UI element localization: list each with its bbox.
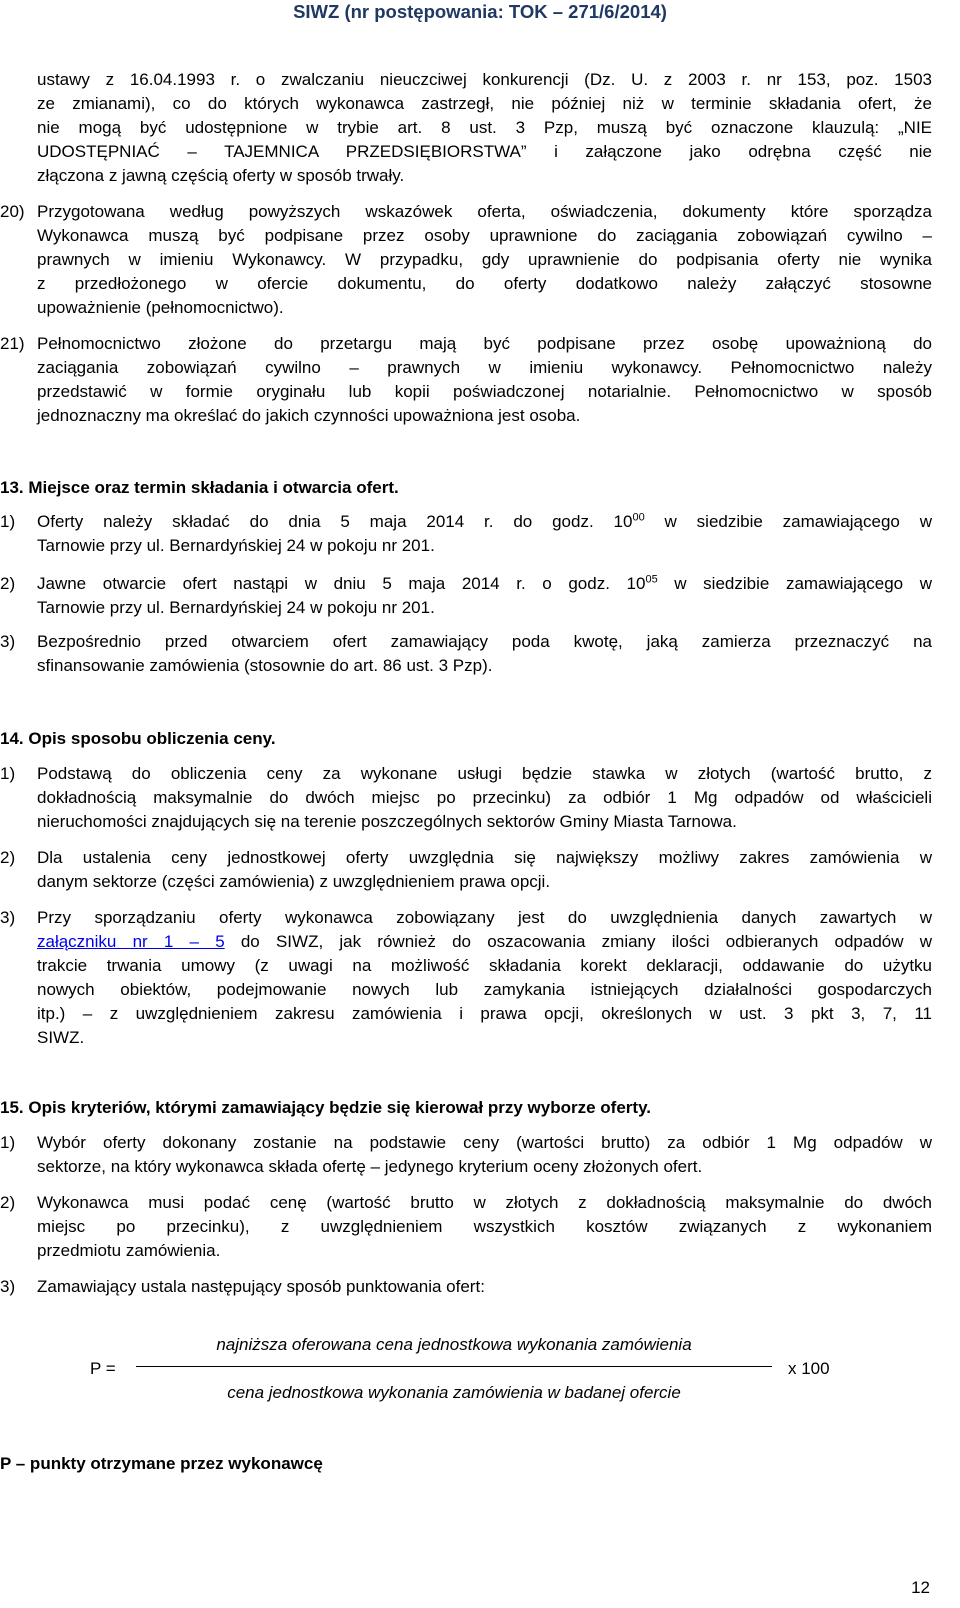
item-line: zaciągania zobowiązań cywilno – prawnych w imieniu wykonawcy. Pełnomocnictwo należy xyxy=(37,358,932,377)
item-line: miejsc po przecinku), z uwzględnieniem wszystkich kosztów związanych z wykonaniem xyxy=(37,1217,932,1236)
item-line: Dla ustalenia ceny jednostkowej oferty uwzględnia się największy możliwy zakres zamówienia w xyxy=(37,848,932,867)
time-superscript: 05 xyxy=(645,573,658,586)
item-line: jednoznaczny ma określać do jakich czynności upoważniona jest osoba. xyxy=(37,406,581,425)
item-number: 1) xyxy=(0,764,16,783)
intro-paragraph xyxy=(37,68,932,188)
item-text: do SIWZ, jak również do oszacowania zmiany ilości odbieranych odpadów w xyxy=(224,932,932,951)
item-number: 3) xyxy=(0,1277,16,1296)
section-13-title: 13. Miejsce oraz termin składania i otwarcia ofert. xyxy=(0,478,399,497)
item-text: Jawne otwarcie ofert nastąpi w dniu 5 maja 2014 r. o godz. 10 xyxy=(37,574,646,593)
item-number: 21) xyxy=(0,334,25,353)
intro-line: ustawy z 16.04.1993 r. o zwalczaniu nieuczciwej konkurencji (Dz. U. z 2003 r. nr 153, poz. 1503 xyxy=(37,70,932,89)
item-number: 2) xyxy=(0,848,16,867)
item-line: SIWZ. xyxy=(37,1028,85,1047)
formula-lhs: P = xyxy=(90,1359,116,1378)
item-line: prawnych w imieniu Wykonawcy. W przypadku, gdy uprawnienie do podpisania oferty nie wynika xyxy=(37,250,932,269)
item-number: 20) xyxy=(0,202,25,221)
item-line: przedstawić w formie oryginału lub kopii poświadczonej notarialnie. Pełnomocnictwo w sposób xyxy=(37,382,932,401)
item-number: 3) xyxy=(0,632,16,651)
item-text: w siedzibie zamawiającego w xyxy=(657,574,932,593)
intro-line: UDOSTĘPNIAĆ – TAJEMNICA PRZEDSIĘBIORSTWA” i załączone jako odrębna część nie xyxy=(37,142,932,161)
intro-line: nie mogą być udostępnione w trybie art. 8 ust. 3 Pzp, muszą być oznaczone klauzulą: „NIE xyxy=(37,118,932,137)
attachment-link[interactable]: załączniku nr 1 – 5 xyxy=(37,932,225,951)
item-line: Tarnowie przy ul. Bernardyńskiej 24 w pokoju nr 201. xyxy=(37,536,435,555)
item-line: danym sektorze (części zamówienia) z uwzględnieniem prawa opcji. xyxy=(37,872,551,891)
item-text: w siedzibie zamawiającego w xyxy=(644,512,932,531)
formula-legend: P – punkty otrzymane przez wykonawcę xyxy=(0,1454,323,1473)
intro-line: złączona z jawną częścią oferty w sposób trwały. xyxy=(37,166,405,185)
fraction-bar xyxy=(136,1366,772,1367)
item-number: 2) xyxy=(0,574,16,593)
item-line: Pełnomocnictwo złożone do przetargu mają być podpisane przez osobę upoważnioną do xyxy=(37,334,932,353)
item-line: Bezpośrednio przed otwarciem ofert zamawiający poda kwotę, jaką zamierza przeznaczyć na xyxy=(37,632,932,651)
item-number: 1) xyxy=(0,512,16,531)
item-line: Zamawiający ustala następujący sposób punktowania ofert: xyxy=(37,1277,485,1296)
item-line: Wykonawca muszą być podpisane przez osoby uprawnione do zaciągania zobowiązań cywilno – xyxy=(37,226,932,245)
item-line: przedmiotu zamówienia. xyxy=(37,1241,221,1260)
page-number: 12 xyxy=(911,1578,930,1597)
item-line: Wykonawca musi podać cenę (wartość brutto w złotych z dokładnością maksymalnie do dwóch xyxy=(37,1193,932,1212)
scoring-formula xyxy=(90,1333,850,1413)
item-line xyxy=(37,930,932,954)
item-line: dokładnością maksymalnie do dwóch miejsc po przecinku) za odbiór 1 Mg odpadów od właścicieli xyxy=(37,788,932,807)
item-line: Przygotowana według powyższych wskazówek oferta, oświadczenia, dokumenty które sporządza xyxy=(37,202,932,221)
item-line: sektorze, na który wykonawca składa ofertę – jedynego kryterium oceny złożonych ofert. xyxy=(37,1157,703,1176)
item-line: nieruchomości znajdujących się na terenie poszczególnych sektorów Gminy Miasta Tarnowa. xyxy=(37,812,737,831)
item-number: 1) xyxy=(0,1133,16,1152)
item-line: Podstawą do obliczenia ceny za wykonane usługi będzie stawka w złotych (wartość brutto, z xyxy=(37,764,932,783)
time-superscript: 00 xyxy=(632,511,645,524)
formula-multiplier: x 100 xyxy=(788,1359,830,1378)
formula-denominator: cena jednostkowa wykonania zamówienia w badanej ofercie xyxy=(227,1383,681,1402)
page-header: SIWZ (nr postępowania: TOK – 271/6/2014) xyxy=(293,1,667,22)
item-line: Tarnowie przy ul. Bernardyńskiej 24 w pokoju nr 201. xyxy=(37,598,435,617)
item-line xyxy=(37,510,932,534)
section-15-title: 15. Opis kryteriów, którymi zamawiający będzie się kierował przy wyborze oferty. xyxy=(0,1098,651,1117)
intro-line: ze zmianami), co do których wykonawca zastrzegł, nie później niż w terminie składania ofert, że xyxy=(37,94,932,113)
section-14-title: 14. Opis sposobu obliczenia ceny. xyxy=(0,729,276,748)
item-number: 3) xyxy=(0,908,16,927)
item-line: z przedłożonego w ofercie dokumentu, do oferty dodatkowo należy załączyć stosowne xyxy=(37,274,932,293)
item-line: Wybór oferty dokonany zostanie na podstawie ceny (wartości brutto) za odbiór 1 Mg odpadów w xyxy=(37,1133,932,1152)
formula-numerator: najniższa oferowana cena jednostkowa wykonania zamówienia xyxy=(216,1335,692,1354)
item-line: nowych obiektów, podejmowanie nowych lub zamykania istniejących działalności gospodarczych xyxy=(37,980,932,999)
item-line: itp.) – z uwzględnieniem zakresu zamówienia i prawa opcji, określonych w ust. 3 pkt 3, 7, 11 xyxy=(37,1004,932,1023)
item-number: 2) xyxy=(0,1193,16,1212)
item-line xyxy=(37,572,932,596)
item-line: upoważnienie (pełnomocnictwo). xyxy=(37,298,284,317)
item-line: Przy sporządzaniu oferty wykonawca zobowiązany jest do uwzględnienia danych zawartych w xyxy=(37,908,932,927)
item-text: Oferty należy składać do dnia 5 maja 2014 r. do godz. 10 xyxy=(37,512,633,531)
item-line: sfinansowanie zamówienia (stosownie do art. 86 ust. 3 Pzp). xyxy=(37,656,493,675)
item-line: trakcie trwania umowy (z uwagi na możliwość składania korekt deklaracji, oddawanie do użytku xyxy=(37,956,932,975)
